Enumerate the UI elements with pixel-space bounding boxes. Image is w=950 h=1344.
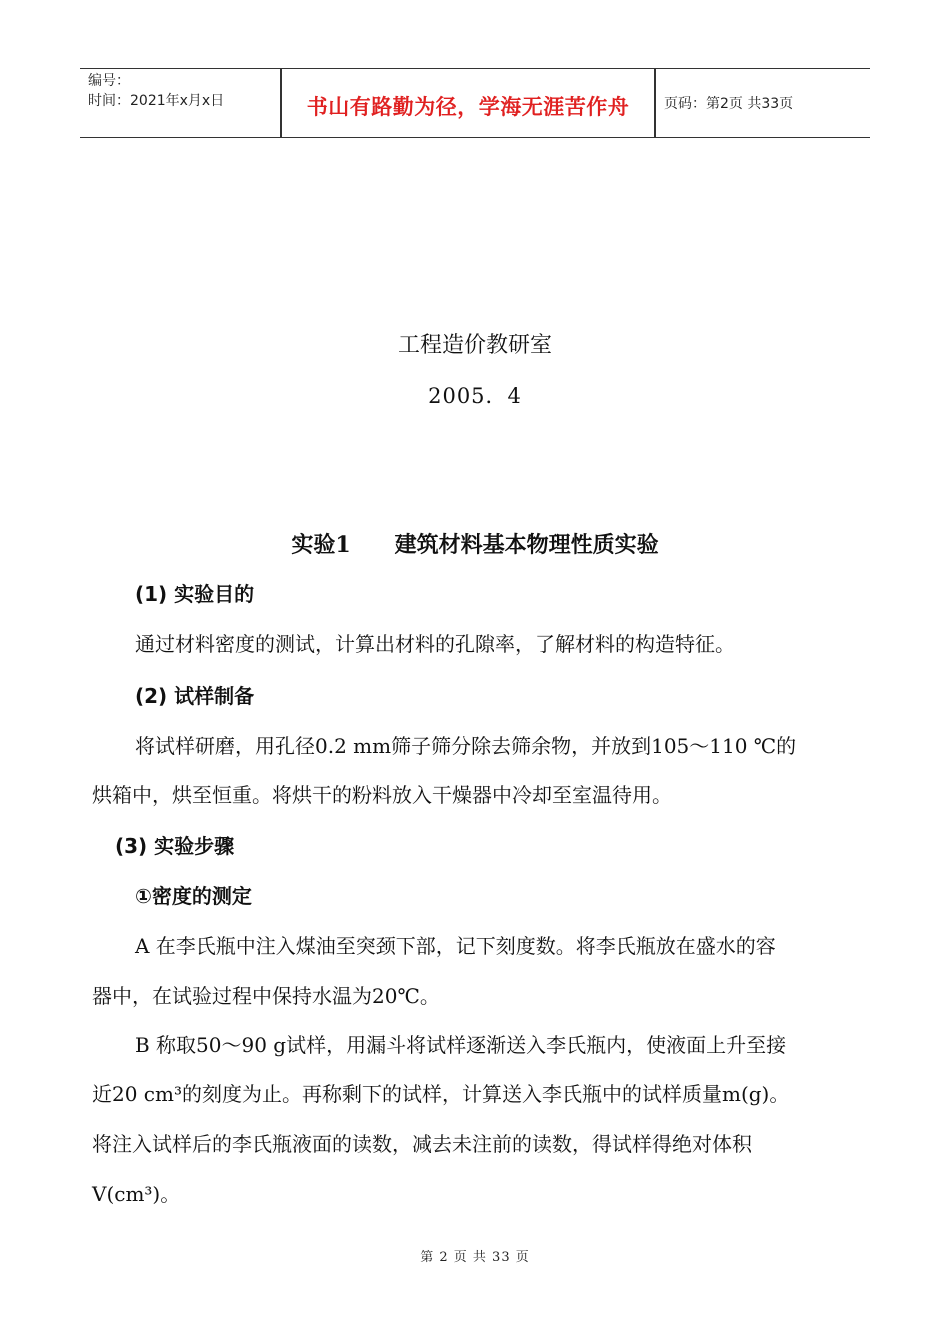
paragraph-step-b-line2: 近20 cm³的刻度为止。再称剩下的试样，计算送入李氏瓶中的试样质量m(g)。 — [92, 1082, 790, 1106]
paragraph-step-b-line3: 将注入试样后的李氏瓶液面的读数，减去未注前的读数，得试样得绝对体积 — [92, 1132, 752, 1156]
header-meta — [88, 71, 224, 111]
header-date: 时间：2021年x月x日 — [88, 93, 225, 109]
experiment-number: 实验1 — [291, 532, 351, 558]
organization-name: 工程造价教研室 — [397, 333, 552, 358]
header-page-info: 页码：第2页 共33页 — [664, 96, 794, 112]
paragraph-step-b-line4: V(cm³)。 — [92, 1182, 181, 1206]
paragraph-sample-prep-line2: 烘箱中，烘至恒重。将烘干的粉料放入干燥器中冷却至室温待用。 — [92, 783, 672, 807]
paragraph-purpose: 通过材料密度的测试，计算出材料的孔隙率，了解材料的构造特征。 — [135, 632, 735, 656]
header-number-label: 编号： — [88, 73, 130, 89]
heading-sample-prep: (2) 试样制备 — [135, 684, 255, 708]
experiment-title: 建筑材料基本物理性质实验 — [394, 532, 659, 558]
section-title — [0, 528, 950, 559]
paragraph-step-b-line1: B 称取50～90 g试样，用漏斗将试样逐渐送入李氏瓶内，使液面上升至接 — [135, 1033, 787, 1057]
page-footer: 第 2 页 共 33 页 — [420, 1250, 530, 1265]
heading-purpose: (1) 实验目的 — [135, 582, 255, 606]
heading-procedure: (3) 实验步骤 — [115, 834, 235, 858]
page-header — [80, 68, 870, 138]
paragraph-step-a-line1: A 在李氏瓶中注入煤油至突颈下部，记下刻度数。将李氏瓶放在盛水的容 — [135, 934, 776, 958]
document-date: 2005．4 — [428, 384, 522, 408]
paragraph-sample-prep-line1: 将试样研磨，用孔径0.2 mm筛子筛分除去筛余物，并放到105～110 ℃的 — [135, 734, 797, 758]
header-divider-right — [654, 69, 656, 137]
heading-density: ①密度的测定 — [135, 884, 252, 908]
paragraph-step-a-line2: 器中，在试验过程中保持水温为20℃。 — [92, 984, 440, 1008]
header-motto: 书山有路勤为径，学海无涯苦作舟 — [306, 95, 630, 119]
